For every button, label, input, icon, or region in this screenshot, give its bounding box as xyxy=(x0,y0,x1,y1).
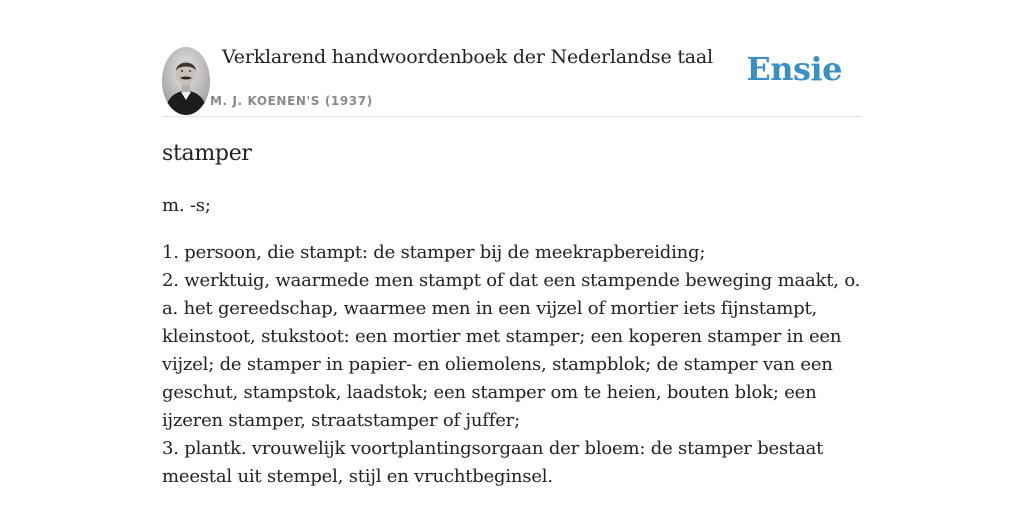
definition-item: 1. persoon, die stampt: de stamper bij de meekrapbereiding; xyxy=(162,242,706,263)
author-portrait xyxy=(162,47,210,115)
book-author: M. J. KOENEN'S (1937) xyxy=(210,94,373,108)
entry-grammar: m. -s; xyxy=(162,195,211,216)
entry-definitions xyxy=(162,239,867,491)
entry-headword: stamper xyxy=(162,141,252,166)
definition-item: 3. plantk. vrouwelijk voortplantingsorgaan der bloem: de stamper bestaat meestal uit stempel, stijl en vruchtbeginsel. xyxy=(162,438,824,487)
book-header xyxy=(162,0,862,117)
definition-item: 2. werktuig, waarmede men stampt of dat een stampende beweging maakt, o. a. het gereedschap, waarmee men in een vijzel of mortier iets fijnstampt, kleinstoot, stukstoot: een mortier met stamper; een koperen stamper in een vijzel; de stamper in papier- en oliemolens, stampblok; de stamper van een geschut, stampstok, laadstok; een stamper om te heien, bouten blok; een ijzeren stamper, straatstamper of juffer; xyxy=(162,270,861,431)
book-title[interactable]: Verklarend handwoordenboek der Nederlandse taal xyxy=(222,46,713,68)
entry-content xyxy=(162,138,867,491)
site-logo[interactable]: Ensie xyxy=(746,50,842,88)
